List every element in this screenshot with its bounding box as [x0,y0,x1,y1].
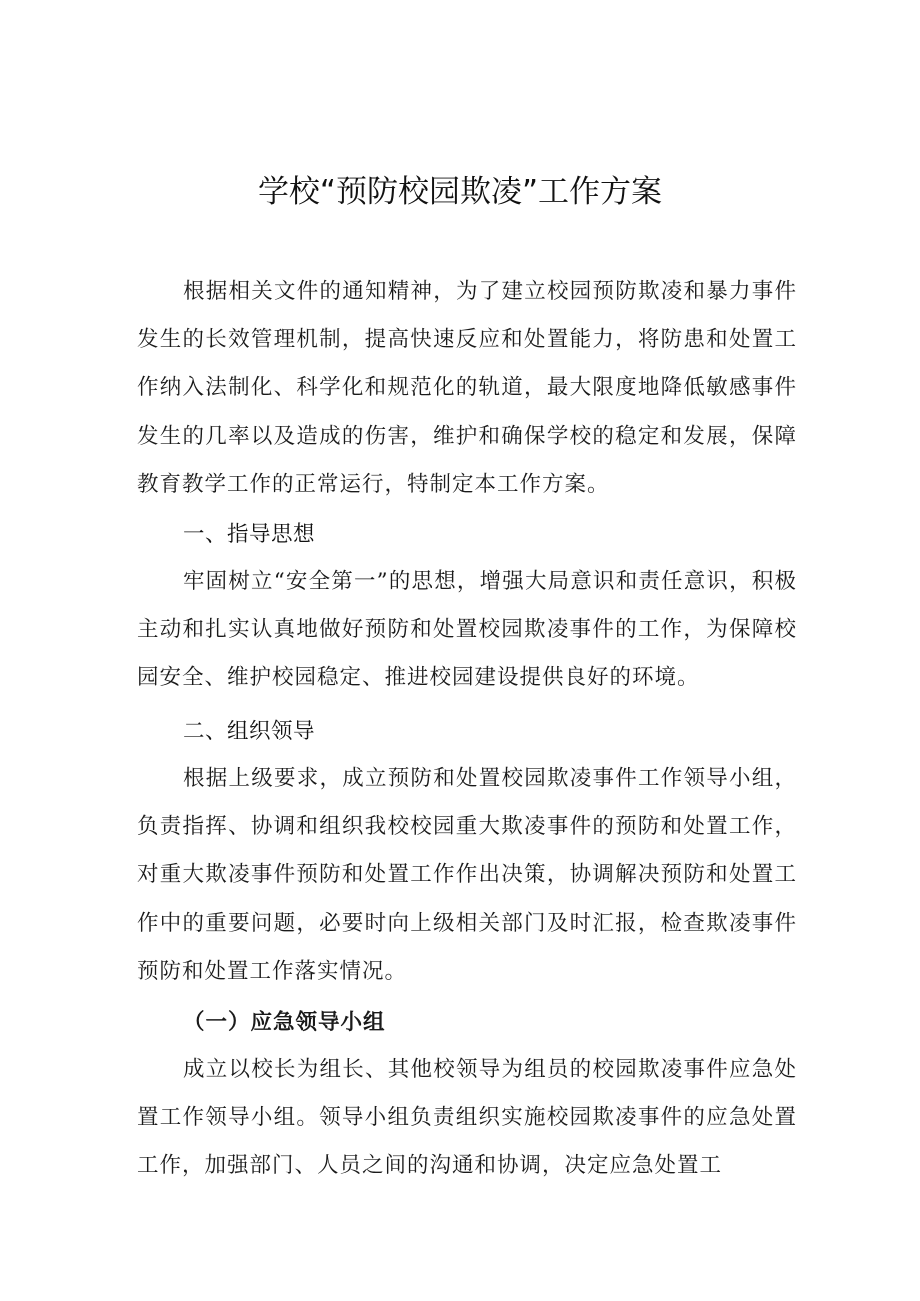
subsection-heading-emergency-group: （一）应急领导小组 [183,1010,386,1035]
document-title: 学校“预防校园欺凌”工作方案 [257,174,663,210]
section-heading-guiding-ideology: 一、指导思想 [183,522,316,547]
section-body-organization-leadership: 根据上级要求，成立预防和处置校园欺凌事件工作领导小组，负责指挥、协调和组织我校校园重大欺凌事件的预防和处置工作，对重大欺凌事件预防和处置工作作出决策，协调解决预防和处置工作中的重要问题，必要时向上级相关部门及时汇报，检查欺凌事件预防和处置工作落实情况。 [137,766,797,984]
section-heading-organization-leadership: 二、组织领导 [183,719,316,744]
subsection-body-emergency-group: 成立以校长为组长、其他校领导为组员的校园欺凌事件应急处置工作领导小组。领导小组负责组织实施校园欺凌事件的应急处置工作，加强部门、人员之间的沟通和协调，决定应急处置工 [137,1057,797,1179]
intro-paragraph: 根据相关文件的通知精神，为了建立校园预防欺凌和暴力事件发生的长效管理机制，提高快速反应和处置能力，将防患和处置工作纳入法制化、科学化和规范化的轨道，最大限度地降低敏感事件发生的几率以及造成的伤害，维护和确保学校的稳定和发展，保障教育教学工作的正常运行，特制定本工作方案。 [137,279,797,497]
section-body-guiding-ideology: 牢固树立“安全第一”的思想，增强大局意识和责任意识，积极主动和扎实认真地做好预防和处置校园欺凌事件的工作，为保障校园安全、维护校园稳定、推进校园建设提供良好的环境。 [137,569,797,691]
